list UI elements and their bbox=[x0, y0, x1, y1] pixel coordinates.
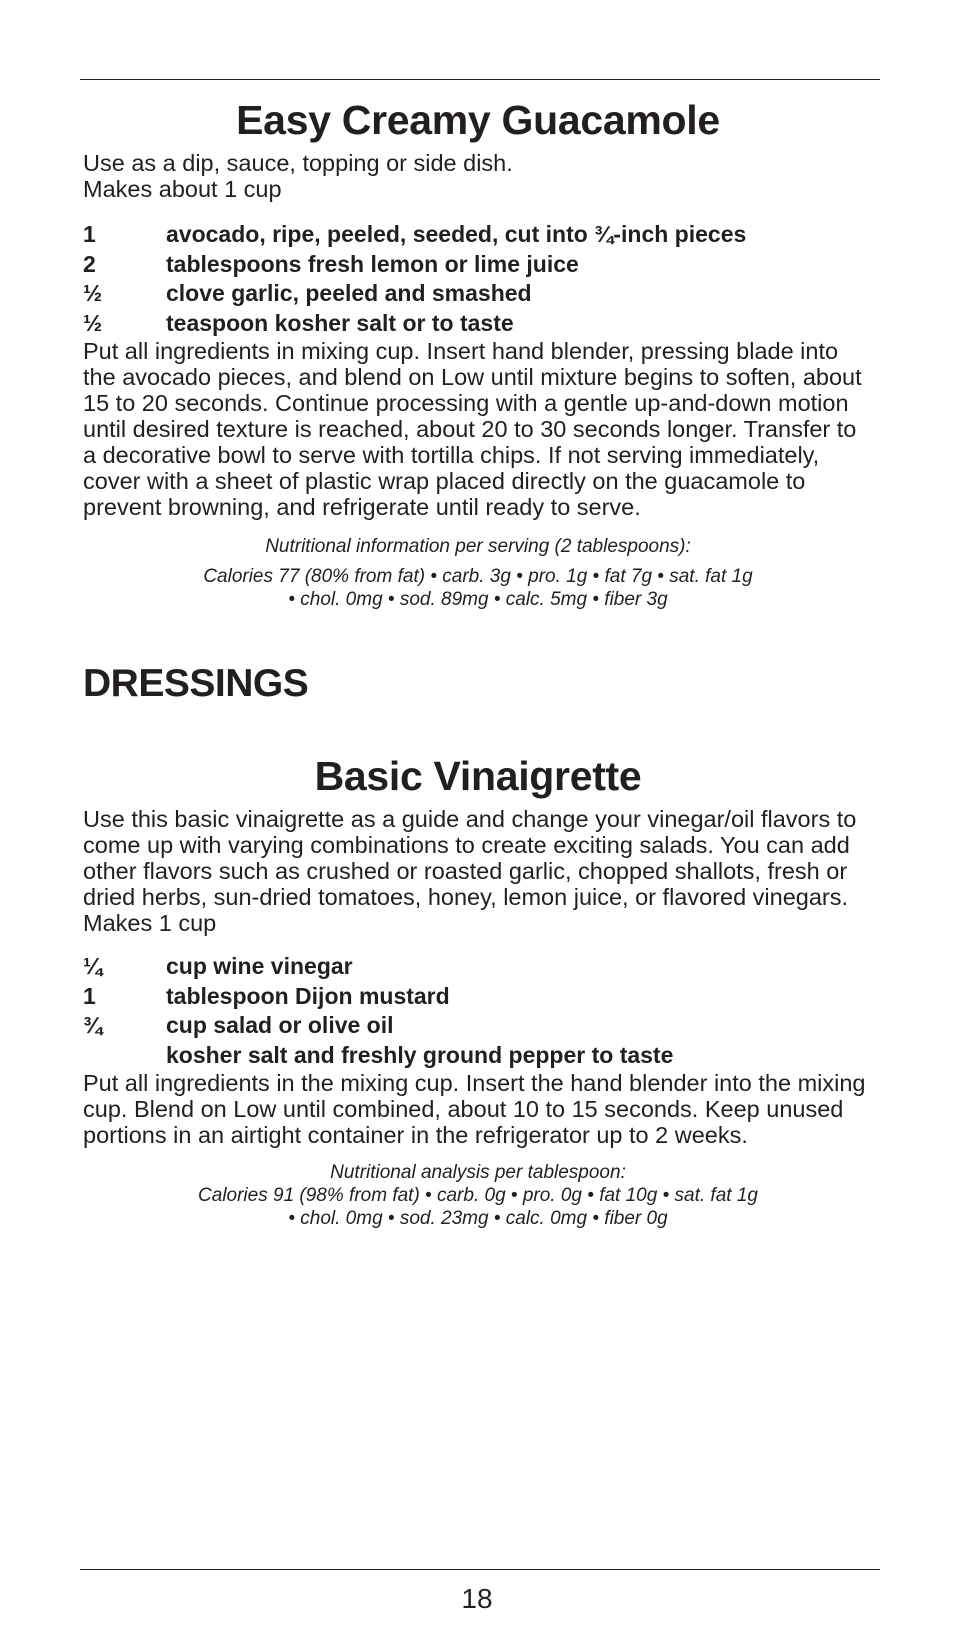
top-rule bbox=[80, 79, 880, 80]
ingredient-item bbox=[83, 1011, 873, 1041]
recipe-yield: Makes 1 cup bbox=[83, 910, 217, 936]
ingredient-quantity: ¼ bbox=[83, 953, 103, 979]
nutrition-heading: Nutritional analysis per tablespoon: bbox=[330, 1162, 626, 1183]
recipe-method: Put all ingredients in the mixing cup. Insert the hand blender into the mixing cup. Blend on Low until combined, about 10 to 15 seconds. Keep unused portions in an airtight container in the refrigerator up to 2 weeks. bbox=[83, 1070, 866, 1148]
ingredient-item bbox=[83, 279, 873, 309]
ingredient-list bbox=[83, 952, 873, 1070]
page-content bbox=[83, 90, 873, 1230]
ingredient-item bbox=[83, 982, 873, 1012]
ingredient-quantity: ¾ bbox=[83, 1012, 103, 1038]
recipe-title-vinaigrette: Basic Vinaigrette bbox=[314, 753, 642, 799]
ingredient-quantity: ½ bbox=[83, 280, 103, 306]
bottom-rule bbox=[80, 1569, 880, 1570]
ingredient-list bbox=[83, 220, 873, 338]
ingredient-quantity: 1 bbox=[83, 982, 96, 1009]
ingredient-text: cup salad or olive oil bbox=[166, 1012, 394, 1038]
recipe-yield: Makes about 1 cup bbox=[83, 176, 282, 202]
ingredient-quantity: ½ bbox=[83, 309, 103, 336]
ingredient-text: tablespoons fresh lemon or lime juice bbox=[166, 250, 579, 277]
nutrition-line: • chol. 0mg • sod. 89mg • calc. 5mg • fiber 3g bbox=[288, 589, 668, 610]
ingredient-item bbox=[83, 952, 873, 982]
recipe-method: Put all ingredients in mixing cup. Insert hand blender, pressing blade into the avocado pieces, and blend on Low until mixture begins to soften, about 15 to 20 seconds. Continue processing with a gentle up-and-down motion until desired texture is reached, about 20 to 30 seconds longer. Transfer to a decorative bowl to serve with tortilla chips. If not serving immediately, cover with a sheet of plastic wrap placed directly on the guacamole to prevent browning, and refrigerate until ready to serve. bbox=[83, 338, 862, 520]
recipe-description: Use as a dip, sauce, topping or side dish. bbox=[83, 150, 513, 176]
nutrition-heading: Nutritional information per serving (2 tablespoons): bbox=[265, 536, 691, 557]
ingredient-item bbox=[83, 1041, 873, 1071]
ingredient-item bbox=[83, 309, 873, 339]
nutrition-line: Calories 91 (98% from fat) • carb. 0g • pro. 0g • fat 10g • sat. fat 1g bbox=[198, 1185, 758, 1206]
recipe-title-guacamole: Easy Creamy Guacamole bbox=[236, 97, 720, 143]
section-heading: DRESSINGS bbox=[83, 662, 309, 705]
ingredient-text: clove garlic, peeled and smashed bbox=[166, 280, 532, 306]
ingredient-quantity: 1 bbox=[83, 221, 96, 247]
ingredient-item bbox=[83, 220, 873, 250]
ingredient-text: kosher salt and freshly ground pepper to taste bbox=[166, 1041, 674, 1068]
ingredient-text: tablespoon Dijon mustard bbox=[166, 982, 450, 1009]
nutrition-line: • chol. 0mg • sod. 23mg • calc. 0mg • fiber 0g bbox=[288, 1208, 668, 1229]
nutrition-line: Calories 77 (80% from fat) • carb. 3g • pro. 1g • fat 7g • sat. fat 1g bbox=[203, 566, 753, 587]
ingredient-quantity: 2 bbox=[83, 250, 96, 277]
recipe-description: Use this basic vinaigrette as a guide and change your vinegar/oil flavors to come up with varying combinations to create exciting salads. You can add other flavors such as crushed or roasted garlic, chopped shallots, fresh or dried herbs, sun-dried tomatoes, honey, lemon juice, or flavored vinegars. bbox=[83, 806, 857, 910]
ingredient-text: avocado, ripe, peeled, seeded, cut into ¾-inch pieces bbox=[166, 221, 747, 247]
ingredient-quantity bbox=[83, 1041, 166, 1071]
page-number: 18 bbox=[461, 1583, 493, 1614]
ingredient-item bbox=[83, 250, 873, 280]
ingredient-text: teaspoon kosher salt or to taste bbox=[166, 309, 514, 336]
ingredient-text: cup wine vinegar bbox=[166, 953, 353, 979]
